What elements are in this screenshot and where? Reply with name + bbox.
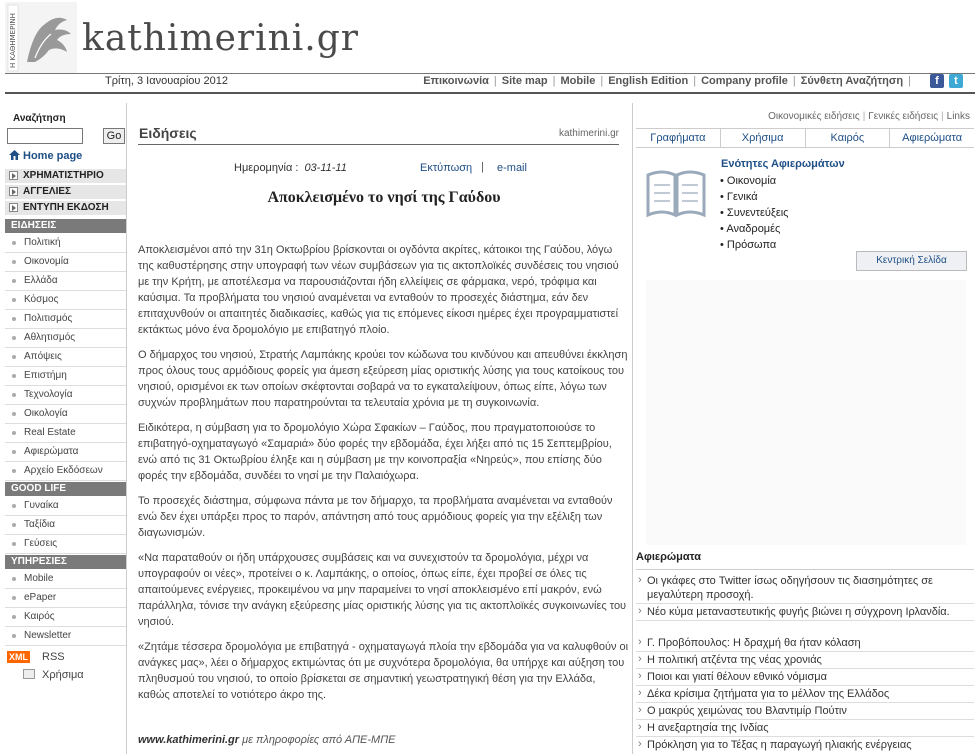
right-tabs xyxy=(636,128,974,148)
sidebar-item-label: Real Estate xyxy=(24,427,76,438)
sidebar-item-label: Απόψεις xyxy=(24,351,62,362)
bullet-icon xyxy=(12,523,16,527)
top-link-english[interactable]: English Edition xyxy=(608,75,689,87)
useful-link[interactable]: Χρήσιμα xyxy=(42,669,84,681)
search-label: Αναζήτηση xyxy=(13,113,66,124)
article-paragraph: Το προσεχές διάστημα, σύμφωνα πάντα με τον δήμαρχο, τα προβλήματα αναμένεται να ενταθούν ενώ δεν έχει υπάρξει προς το παρόν, απάντηση από τους αρμόδιους φορείς για την εξέλιξη των διαγωνισμών. xyxy=(138,495,613,539)
sidebar-item-real-estate[interactable] xyxy=(5,424,126,443)
print-link[interactable]: Εκτύπωση xyxy=(420,162,473,174)
central-page-button[interactable]: Κεντρική Σελίδα xyxy=(856,251,967,271)
features-sections-title: Ενότητες Αφιερωμάτων xyxy=(721,158,845,170)
kathimerini-logo-icon[interactable] xyxy=(5,2,77,74)
features-item-people[interactable]: • Πρόσωπα xyxy=(720,239,777,251)
sidebar-item-label: ΑΓΓΕΛΙΕΣ xyxy=(23,186,72,197)
list-item[interactable]: › Δέκα κρίσιμα ζητήματα για το μέλλον της Ελλάδος xyxy=(636,685,974,703)
arrow-box-icon xyxy=(9,171,18,180)
column-divider xyxy=(632,103,633,754)
bullet-icon xyxy=(12,504,16,508)
list-item[interactable]: › Πρόκληση για το Τέξας η παραγωγή ηλιακής ενέργειας xyxy=(636,736,974,753)
section-title: Ειδήσεις xyxy=(139,125,197,141)
link-links[interactable]: Links xyxy=(946,111,970,122)
features-item-interviews[interactable]: • Συνεντεύξεις xyxy=(720,207,789,219)
sidebar-item-label: Πολιτική xyxy=(24,237,61,248)
sidebar-item-technology[interactable] xyxy=(5,386,126,405)
ad-placeholder xyxy=(646,280,966,545)
sidebar-item-science[interactable] xyxy=(5,367,126,386)
right-top-links: Οικονομικές ειδήσεις | Γενικές ειδήσεις | Links xyxy=(768,111,970,122)
features-item-retrospectives[interactable]: • Αναδρομές xyxy=(720,223,781,235)
arrow-box-icon xyxy=(9,187,18,196)
article-paragraph: «Να παραταθούν οι ήδη υπάρχουσες συμβάσεις και να συνεχιστούν τα δρομολόγια, μέχρι να υπογραφούν οι νέες», προτείνει ο κ. Λαμπάκης, ο οποίος, όπως είπε, έχει προβεί σε όλες τις απαιτούμενες ενέργειες, προκειμένου να μην παραμείνει το νησί αποκλεισμένο επί μακρόν, ενώ παράλληλα, τόνισε την ανάγκη εξεύρεσης μίας οριστικής λύσης για τις ακτοπλοϊκές συγκοινωνίες του νησιού. xyxy=(138,552,627,628)
bullet-icon xyxy=(12,412,16,416)
bullet-icon xyxy=(12,634,16,638)
sidebar-item-label: Πολιτισμός xyxy=(24,313,73,324)
sidebar-item-label: Αφιερώματα xyxy=(24,446,79,457)
sidebar-item-label: Κόσμος xyxy=(24,294,59,305)
sidebar-item-archive[interactable] xyxy=(5,462,126,481)
facebook-icon[interactable]: f xyxy=(930,74,944,88)
email-link[interactable]: e-mail xyxy=(497,162,527,174)
sidebar-item-politics[interactable] xyxy=(5,234,126,253)
bullet-icon xyxy=(12,317,16,321)
site-header xyxy=(0,0,979,97)
source-site[interactable]: www.kathimerini.gr xyxy=(138,734,240,746)
features-item-label: Πρόσωπα xyxy=(726,239,777,251)
bullet-icon xyxy=(12,577,16,581)
list-item[interactable]: › Ο μακρύς χειμώνας του Βλαντιμίρ Πούτιν xyxy=(636,702,974,720)
sidebar-item-classifieds[interactable] xyxy=(5,184,126,199)
tab-graphs[interactable]: Γραφήματα xyxy=(650,132,706,144)
sidebar-section-good-life: GOOD LIFE xyxy=(5,482,126,496)
site-label: kathimerini.gr xyxy=(558,128,619,139)
features-item-label: Γενικά xyxy=(726,191,758,203)
list-item[interactable]: › Γ. Προβόπουλος: Η δραχμή θα ήταν κόλαση xyxy=(636,634,974,652)
home-page-link[interactable] xyxy=(9,150,82,162)
sidebar-item-woman[interactable] xyxy=(5,497,126,516)
sidebar-item-newsletter[interactable] xyxy=(5,627,126,646)
bullet-icon xyxy=(12,542,16,546)
sidebar-item-label: Mobile xyxy=(24,573,54,584)
home-icon xyxy=(9,150,20,160)
sidebar-item-economy[interactable] xyxy=(5,253,126,272)
sidebar-item-sports[interactable] xyxy=(5,329,126,348)
sidebar-section-services: ΥΠΗΡΕΣΙΕΣ xyxy=(5,555,126,569)
sidebar-item-label: Αρχείο Εκδόσεων xyxy=(24,465,103,476)
sidebar-item-label: Ελλάδα xyxy=(24,275,58,286)
top-link-advanced-search[interactable]: Σύνθετη Αναζήτηση xyxy=(800,75,904,87)
header-divider xyxy=(5,73,975,74)
tab-weather[interactable]: Καιρός xyxy=(805,129,890,147)
bullet-icon xyxy=(12,298,16,302)
source-note: με πληροφορίες από ΑΠΕ-ΜΠΕ xyxy=(239,734,396,746)
features-item-economy[interactable]: • Οικονομία xyxy=(720,175,777,187)
rss-link[interactable]: RSS xyxy=(42,651,65,663)
site-name[interactable]: kathimerini.gr xyxy=(82,18,360,59)
calculator-icon xyxy=(23,669,35,679)
column-divider xyxy=(126,103,127,754)
link-separator: | xyxy=(481,161,484,173)
svg-text:Η ΚΑΘΗΜΕΡΙΝΗ: Η ΚΑΘΗΜΕΡΙΝΗ xyxy=(9,13,17,68)
tab-features[interactable]: Αφιερώματα xyxy=(889,129,974,147)
sidebar-item-culture[interactable] xyxy=(5,310,126,329)
link-economic-news[interactable]: Οικονομικές ειδήσεις xyxy=(768,111,860,122)
features-item-general[interactable]: • Γενικά xyxy=(720,191,758,203)
bullet-icon xyxy=(12,279,16,283)
top-link-mobile[interactable]: Mobile xyxy=(560,75,596,87)
arrow-box-icon xyxy=(9,203,18,212)
top-links: Επικοινωνία | Site map | Mobile | English Edition | Company profile | Σύνθετη Αναζήτηση | xyxy=(423,75,911,87)
article-paragraph: Ειδικότερα, η σύμβαση για το δρομολόγιο Χώρα Σφακίων – Γαύδος, που πραγματοποιούσε το επιβατηγό-οχηματαγωγό «Σαμαριά» δύο φορές την εβδομάδα, έχει λήξει από τις 15 Σεπτεμβρίου, ενώ από τις 31 Οκτωβρίου έληξε και η σύμβαση με την κοινοπραξία «Νηρεύς», που επίσης δύο φορές την εβδομάδα, συνδέει το νησί με την Παλαιόχωρα. xyxy=(138,422,612,482)
list-item[interactable]: › Η ανεξαρτησία της Ινδίας xyxy=(636,719,974,737)
current-date: Τρίτη, 3 Ιανουαρίου 2012 xyxy=(105,75,228,87)
section-divider xyxy=(138,144,619,145)
article-title: Αποκλεισμένο το νησί της Γαύδου xyxy=(267,189,501,206)
sidebar-section-news: ΕΙΔΗΣΕΙΣ xyxy=(5,219,126,233)
sidebar-item-label: Τεχνολογία xyxy=(24,389,73,400)
list-item[interactable]: › Νέο κύμα μεταναστευτικής φυγής βιώνει η σύγχρονη Ιρλανδία. xyxy=(636,603,974,621)
search-go-button[interactable]: Go xyxy=(103,128,125,144)
sidebar-item-greece[interactable] xyxy=(5,272,126,291)
top-link-sitemap[interactable]: Site map xyxy=(501,75,548,87)
features-divider xyxy=(636,569,974,570)
article-paragraph: «Ζητάμε τέσσερα δρομολόγια με επιβατηγά - οχηματαγωγά πλοία την εβδομάδα για να καλυφθούν οι ανάγκες μας», λέει ο δήμαρχος εκτιμώντας ότι με συχνότερα δρομολόγια, θα υπήρχε και αύξηση του πληθυσμού του νησιού, το οποίο βρίσκεται σε σημαντική γεωστρατηγική θέση για την Ελλάδα, καθώς αποτελεί το νοτιότερο άκρο της. xyxy=(138,641,629,701)
sidebar-item-epaper[interactable] xyxy=(5,589,126,608)
open-book-icon xyxy=(644,167,708,219)
features-item-label: Οικονομία xyxy=(726,175,777,187)
article-paragraph: Αποκλεισμένοι από την 31η Οκτωβρίου βρίσκονται οι ογδόντα ακρίτες, κάτοικοι της Γαύδου, λόγω της καθυστέρησης στην υπογραφή των νέων συμβάσεων για τις ακτοπλοϊκές συνδέσεις του νησιού με την Κρήτη, με αποτέλεσμα να παρουσιάζονται ήδη ελλείψεις σε φάρμακα, νερό, τρόφιμα και καύσιμα. Τα προβλήματα του νησιού αναμένεται να ενταθούν το προσεχές διάστημα, εάν δεν επιταχυνθούν οι απαιτητές διαδικασίες, καθώς για τις επόμενες είκοσι ημέρες έχει προγραμματιστεί εκτάκτως μόνο ένα δρομολόγιο με επιβατηγό πλοίο. xyxy=(138,244,619,336)
bullet-icon xyxy=(12,241,16,245)
bullet-icon xyxy=(12,431,16,435)
sidebar-item-label: Οικολογία xyxy=(24,408,68,419)
top-link-contact[interactable]: Επικοινωνία xyxy=(423,75,489,87)
sidebar-item-label: Οικονομία xyxy=(24,256,69,267)
sidebar-item-opinions[interactable] xyxy=(5,348,126,367)
sidebar-item-stock-market[interactable] xyxy=(5,168,126,183)
sidebar-item-world[interactable] xyxy=(5,291,126,310)
sidebar-item-mobile[interactable] xyxy=(5,570,126,589)
bullet-icon xyxy=(12,469,16,473)
bullet-icon xyxy=(12,596,16,600)
sidebar-item-label: Newsletter xyxy=(24,630,72,641)
sidebar-item-label: Καιρός xyxy=(24,611,55,622)
bullet-icon xyxy=(12,336,16,340)
top-link-company[interactable]: Company profile xyxy=(701,75,788,87)
article-source xyxy=(138,734,396,746)
home-page-label: Home page xyxy=(23,150,83,162)
list-item[interactable]: › Ποιοι και γιατί θέλουν εθνικό νόμισμα xyxy=(636,668,974,686)
bullet-icon xyxy=(12,260,16,264)
sidebar-item-ecology[interactable] xyxy=(5,405,126,424)
article-dateline xyxy=(234,162,347,174)
sidebar-item-weather[interactable] xyxy=(5,608,126,627)
sidebar-item-travel[interactable] xyxy=(5,516,126,535)
xml-badge-icon[interactable]: XML xyxy=(9,652,28,662)
list-item[interactable]: › Οι γκάφες στο Twitter ίσως οδηγήσουν τις διασημότητες σε μεγαλύτερη προσοχή. xyxy=(636,572,974,604)
article-paragraph: Ο δήμαρχος του νησιού, Στρατής Λαμπάκης κρούει τον κώδωνα του κινδύνου και απευθύνει έκκληση προς όλους τους αρμόδιους φορείς για άμεση εξεύρεση μίας οριστικής λύσης για τους κατοίκους του νησιού, ορισμένοι εκ των οποίων σκέφτονται σοβαρά να το εγκαταλείψουν, όπως είπε, λόγω των συχνών προβλημάτων που παρατηρούνται τα τελευταία χρόνια με τη συγκοινωνία. xyxy=(138,349,628,409)
sidebar-item-label: Γεύσεις xyxy=(24,538,58,549)
sidebar-item-label: Αθλητισμός xyxy=(24,332,76,343)
bullet-icon xyxy=(12,393,16,397)
date-value: 03-11-11 xyxy=(304,162,347,174)
bullet-icon xyxy=(12,615,16,619)
features-item-label: Αναδρομές xyxy=(726,223,781,235)
date-label: Ημερομηνία : xyxy=(234,162,299,174)
bullet-icon xyxy=(12,450,16,454)
bullet-icon xyxy=(12,355,16,359)
sidebar-item-label: Επιστήμη xyxy=(24,370,67,381)
sidebar-item-features[interactable] xyxy=(5,443,126,462)
sidebar-item-print-edition[interactable] xyxy=(5,200,126,215)
list-item[interactable]: › Η πολιτική ατζέντα της νέας χρονιάς xyxy=(636,651,974,669)
sidebar-item-label: ePaper xyxy=(24,592,57,603)
tab-useful[interactable]: Χρήσιμα xyxy=(720,129,805,147)
article-body xyxy=(138,242,630,712)
header-divider xyxy=(5,92,975,94)
bullet-icon xyxy=(12,374,16,378)
link-general-news[interactable]: Γενικές ειδήσεις xyxy=(868,111,939,122)
sidebar-item-label: ΕΝΤΥΠΗ ΕΚΔΟΣΗ xyxy=(23,202,109,213)
features-list-title: Αφιερώματα xyxy=(636,551,702,563)
sidebar-item-label: ΧΡΗΜΑΤΙΣΤΗΡΙΟ xyxy=(23,170,104,181)
sidebar-item-label: Ταξίδια xyxy=(24,519,56,530)
search-input[interactable] xyxy=(7,128,83,144)
sidebar-item-tastes[interactable] xyxy=(5,535,126,554)
sidebar-item-label: Γυναίκα xyxy=(24,500,59,511)
features-item-label: Συνεντεύξεις xyxy=(726,207,789,219)
twitter-icon[interactable]: t xyxy=(949,74,963,88)
